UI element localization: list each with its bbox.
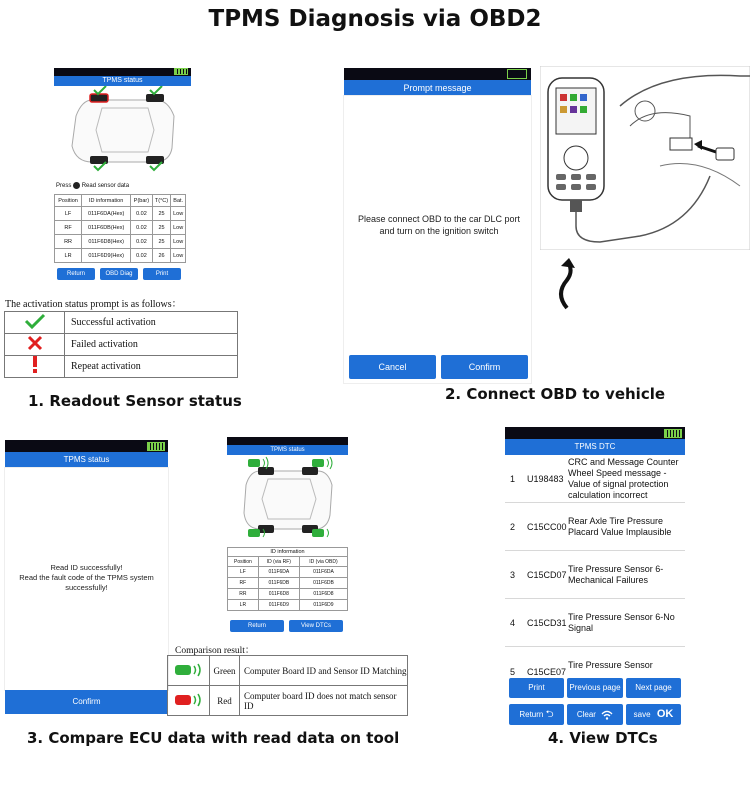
- cell: 011F6D9(Hex): [82, 249, 131, 263]
- cancel-button[interactable]: Cancel: [349, 355, 436, 379]
- step3-status-bar: [5, 440, 168, 452]
- dtc-description: Tire Pressure Sensor 6-No Signal: [568, 612, 675, 633]
- cell: 0.02: [131, 235, 152, 249]
- color-label: Red: [210, 686, 240, 716]
- return-label: Return: [519, 710, 544, 719]
- comparison-row: [168, 656, 408, 686]
- list-item[interactable]: [505, 551, 685, 599]
- comparison-row: [168, 686, 408, 716]
- return-button[interactable]: [509, 704, 564, 725]
- activation-label: Failed activation: [65, 334, 238, 356]
- press-instruction: Press Read sensor data: [56, 183, 130, 190]
- list-item[interactable]: [505, 647, 685, 676]
- cell: 0.02: [131, 221, 152, 235]
- col-pressure: P(bar): [131, 195, 152, 207]
- cell: RR: [228, 589, 259, 600]
- step1-screen-title: TPMS status: [54, 76, 191, 86]
- col-id-obd: ID (via OBD): [299, 557, 347, 567]
- dtc-code: C15CD31: [527, 618, 567, 628]
- step1-status-bar: [54, 68, 191, 76]
- cell: LR: [55, 249, 82, 263]
- table-row: [55, 207, 186, 221]
- cell: 011F6D8(Hex): [82, 235, 131, 249]
- color-label: Green: [210, 656, 240, 686]
- cell: 0.02: [131, 249, 152, 263]
- cell: 011F6DB: [299, 578, 347, 589]
- activation-intro: The activation status prompt is as follows：: [5, 299, 182, 310]
- wifi-icon: [601, 710, 613, 720]
- cell: 26: [152, 249, 171, 263]
- cell: 011F6D8: [258, 589, 299, 600]
- col-temp: T(°C): [152, 195, 171, 207]
- table-row: [55, 221, 186, 235]
- activation-row: [5, 312, 238, 334]
- activation-row: [5, 334, 238, 356]
- dtc-code: C15CD07: [527, 570, 567, 580]
- step2-caption: 2. Connect OBD to vehicle: [445, 385, 666, 403]
- col-bat: Bat.: [171, 195, 186, 207]
- dtc-code: C15CC00: [527, 522, 567, 532]
- page-title: TPMS Diagnosis via OBD2: [208, 6, 542, 32]
- table-row: [55, 235, 186, 249]
- cross-icon: [5, 334, 65, 356]
- battery-icon: [664, 429, 682, 438]
- obd-device-illustration: [540, 66, 750, 250]
- confirm-button[interactable]: Confirm: [441, 355, 528, 379]
- id-table-title: ID information: [227, 547, 348, 556]
- table-row: [228, 589, 348, 600]
- comparison-table: [167, 655, 408, 716]
- dtc-description: Tire Pressure Sensor 6-Mechanical Failures: [568, 564, 664, 585]
- step3-screen-title: TPMS status: [5, 452, 168, 468]
- tire-lf: [90, 94, 108, 102]
- cell: 011F6DA(Hex): [82, 207, 131, 221]
- cell: 25: [152, 235, 171, 249]
- obd-diag-button[interactable]: OBD Diag: [100, 268, 138, 280]
- clear-label: Clear: [576, 710, 596, 719]
- red-sensor-icon: [168, 686, 210, 716]
- activation-table: [4, 311, 238, 378]
- comparison-text: Computer board ID does not match sensor ID: [240, 686, 408, 716]
- table-row: [55, 249, 186, 263]
- sensor-table: [54, 194, 186, 263]
- return-arrow-icon: ⮌: [545, 709, 554, 720]
- dtc-number: 1: [510, 474, 516, 484]
- col-position: Position: [55, 195, 82, 207]
- cell: 011F6D8: [299, 589, 347, 600]
- read-button-icon[interactable]: [73, 182, 80, 189]
- table-row: [228, 578, 348, 589]
- ok-label: OK: [656, 708, 674, 720]
- table-header-row: [228, 557, 348, 567]
- return-button[interactable]: Return: [230, 620, 284, 632]
- cell: Low: [171, 235, 186, 249]
- list-item[interactable]: [505, 455, 685, 503]
- step2-screen: [344, 96, 531, 383]
- step4-caption: 4. View DTCs: [548, 729, 658, 747]
- step3b-status-bar: [227, 437, 348, 445]
- dtc-code: C15CE07: [527, 667, 567, 676]
- cell: Low: [171, 249, 186, 263]
- dtc-code: U198483: [527, 474, 564, 484]
- list-item[interactable]: [505, 503, 685, 551]
- cell: LF: [55, 207, 82, 221]
- step4-screen-title: TPMS DTC: [505, 439, 685, 455]
- dtc-number: 3: [510, 570, 516, 580]
- cell: RF: [228, 578, 259, 589]
- col-position: Position: [228, 557, 259, 567]
- step1-caption: 1. Readout Sensor status: [28, 392, 242, 410]
- previous-page-button[interactable]: Previous page: [567, 678, 623, 698]
- activation-label: Repeat activation: [65, 356, 238, 378]
- cell: 011F6DB(Hex): [82, 221, 131, 235]
- clear-button[interactable]: [567, 704, 623, 725]
- cell: Low: [171, 207, 186, 221]
- print-button[interactable]: Print: [143, 268, 181, 280]
- prompt-message: Please connect OBD to the car DLC port and turn on the ignition switch: [357, 214, 521, 236]
- cell: Low: [171, 221, 186, 235]
- cell: 011F6DA: [299, 567, 347, 578]
- col-id-rf: ID (via RF): [258, 557, 299, 567]
- comparison-label: Comparison result：: [175, 646, 255, 656]
- view-dtcs-button[interactable]: View DTCs: [289, 620, 343, 632]
- dtc-number: 4: [510, 618, 516, 628]
- comparison-text: Computer Board ID and Sensor ID Matching: [240, 656, 408, 686]
- print-button[interactable]: Print: [509, 678, 564, 698]
- return-button[interactable]: Return: [57, 268, 95, 280]
- cell: 011F6D9: [299, 600, 347, 611]
- table-row: [228, 567, 348, 578]
- car-top-view-2: [232, 455, 344, 543]
- exclamation-icon: [5, 356, 65, 378]
- cell: LR: [228, 600, 259, 611]
- activation-row: [5, 356, 238, 378]
- battery-icon: [174, 68, 188, 75]
- step3b-screen-title: TPMS status: [227, 445, 348, 455]
- step2-status-bar: [344, 68, 531, 80]
- step2-screen-title: Prompt message: [344, 80, 531, 96]
- dtc-description: CRC and Message Counter Wheel Speed message - Value of signal protection calculation incorrect: [568, 457, 679, 500]
- cell: 25: [152, 207, 171, 221]
- tire-rf: [146, 94, 164, 102]
- list-item[interactable]: [505, 599, 685, 647]
- step3-caption: 3. Compare ECU data with read data on tool: [27, 729, 400, 747]
- curved-arrow-icon: [553, 258, 579, 310]
- cell: LF: [228, 567, 259, 578]
- next-page-button[interactable]: Next page: [626, 678, 681, 698]
- connection-icon: [507, 69, 527, 79]
- dtc-number: 2: [510, 522, 516, 532]
- id-table: [227, 556, 348, 611]
- cell: RF: [55, 221, 82, 235]
- green-sensor-icon: [168, 656, 210, 686]
- cell: 011F6DA: [258, 567, 299, 578]
- save-label: save: [633, 710, 651, 719]
- battery-icon: [147, 442, 165, 451]
- dtc-description: Rear Axle Tire Pressure Placard Value Implausible: [568, 516, 672, 537]
- table-row: [228, 600, 348, 611]
- table-header-row: [55, 195, 186, 207]
- dtc-description: Tire Pressure Sensor: [568, 660, 653, 670]
- dtc-number: 5: [510, 667, 516, 676]
- check-icon: [5, 312, 65, 334]
- read-id-message: Read ID successfully! Read the fault code of the TPMS system successfully!: [19, 563, 154, 592]
- cell: 25: [152, 221, 171, 235]
- col-id: ID information: [82, 195, 131, 207]
- confirm-button[interactable]: Confirm: [5, 690, 168, 714]
- cell: 011F6D9: [258, 600, 299, 611]
- cell: 011F6DB: [258, 578, 299, 589]
- activation-label: Successful activation: [65, 312, 238, 334]
- car-top-view-1: [62, 86, 184, 174]
- cell: RR: [55, 235, 82, 249]
- save-ok-button[interactable]: [626, 704, 681, 725]
- step4-status-bar: [505, 427, 685, 439]
- cell: 0.02: [131, 207, 152, 221]
